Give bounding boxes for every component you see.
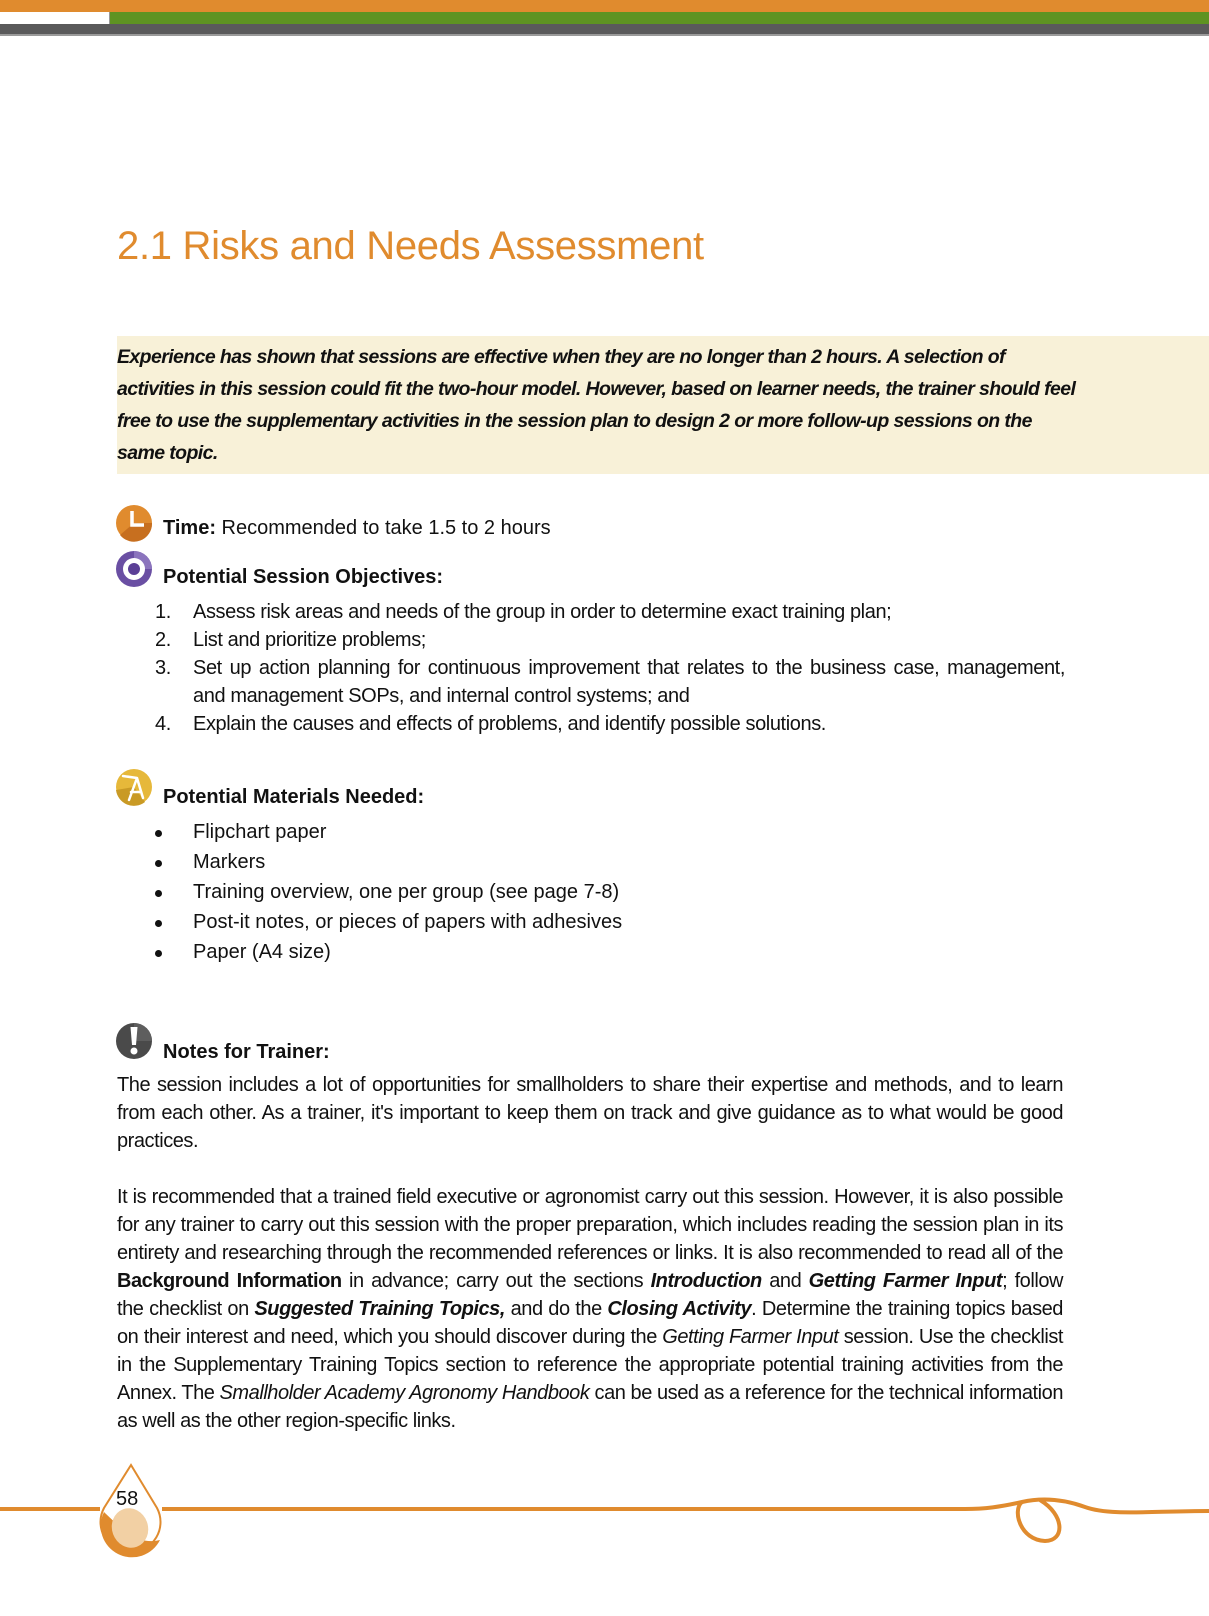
header-band-green [110, 12, 1209, 24]
objective-item: 1. Assess risk areas and needs of the group in order to determine exact training plan; [155, 601, 892, 623]
notes-paragraph-2: It is recommended that a trained field executive or agronomist carry out this session. However, it is also possible for any trainer to carry out this session with the proper preparation, which includes reading the session plan in its entirety and researching through the recommended references or links. It is also recommended to read all of the Background Information in advance; carry out the sections Introduction and Getting Farmer Input; follow the checklist on Suggested Training Topics, and do the Closing Activity. Determine the training topics based on their interest and need, which you should discover during the Getting Farmer Input session. Use the checklist in the Supplementary Training Topics section to reference the appropriate potential training activities from the Annex. The Smallholder Academy Agronomy Handbook can be used as a reference for the technical information as well as the other region-specific links. [117, 1186, 1064, 1432]
notes-heading: Notes for Trainer: [163, 1041, 330, 1063]
material-item: Paper (A4 size) [150, 937, 622, 967]
bullet-icon [155, 950, 162, 957]
time-label: Time: [163, 517, 216, 539]
notes-paragraph-1: The session includes a lot of opportunities for smallholders to share their expertise and methods, and to learn from each other. As a trainer, it's important to keep them on track and give guidance as to what would be good practices. [117, 1074, 1063, 1152]
material-item: Post-it notes, or pieces of papers with adhesives [150, 907, 622, 937]
clock-icon [115, 504, 153, 542]
bullet-icon [155, 830, 162, 837]
material-item: Flipchart paper [150, 817, 622, 847]
exclamation-icon [115, 1022, 153, 1060]
material-item: Markers [150, 847, 622, 877]
materials-heading: Potential Materials Needed: [163, 786, 425, 808]
drafting-compass-icon [115, 768, 153, 806]
header-band-gray [0, 24, 1209, 36]
materials-list [150, 817, 622, 967]
bullet-icon [155, 890, 162, 897]
bullet-icon [155, 860, 162, 867]
header-band-orange [0, 0, 1209, 12]
header-band-white-tab [0, 12, 110, 24]
page-number: 58 [116, 1488, 139, 1510]
callout-text: Experience has shown that sessions are effective when they are no longer than 2 hours. A selection of activities in this session could fit the two-hour model. However, based on learner needs, the trainer should feel free to use the supplementary activities in the session plan to design 2 or more follow-up sessions on the same topic. [117, 346, 1076, 464]
bullet-icon [155, 920, 162, 927]
objective-item: 3. Set up action planning for continuous improvement that relates to the business case, management, and management SOPs, and internal control systems; and [155, 657, 1065, 707]
objective-item: 2. List and prioritize problems; [155, 629, 426, 651]
material-item: Training overview, one per group (see page 7-8) [150, 877, 622, 907]
objectives-list [150, 598, 1065, 738]
target-icon [115, 550, 153, 588]
time-value: Recommended to take 1.5 to 2 hours [215, 517, 551, 539]
objective-item: 4. Explain the causes and effects of problems, and identify possible solutions. [155, 713, 826, 735]
objectives-heading: Potential Session Objectives: [163, 566, 444, 588]
time-row [163, 517, 551, 540]
section-title: 2.1 Risks and Needs Assessment [117, 224, 704, 268]
footer-decoration [0, 1460, 1209, 1616]
